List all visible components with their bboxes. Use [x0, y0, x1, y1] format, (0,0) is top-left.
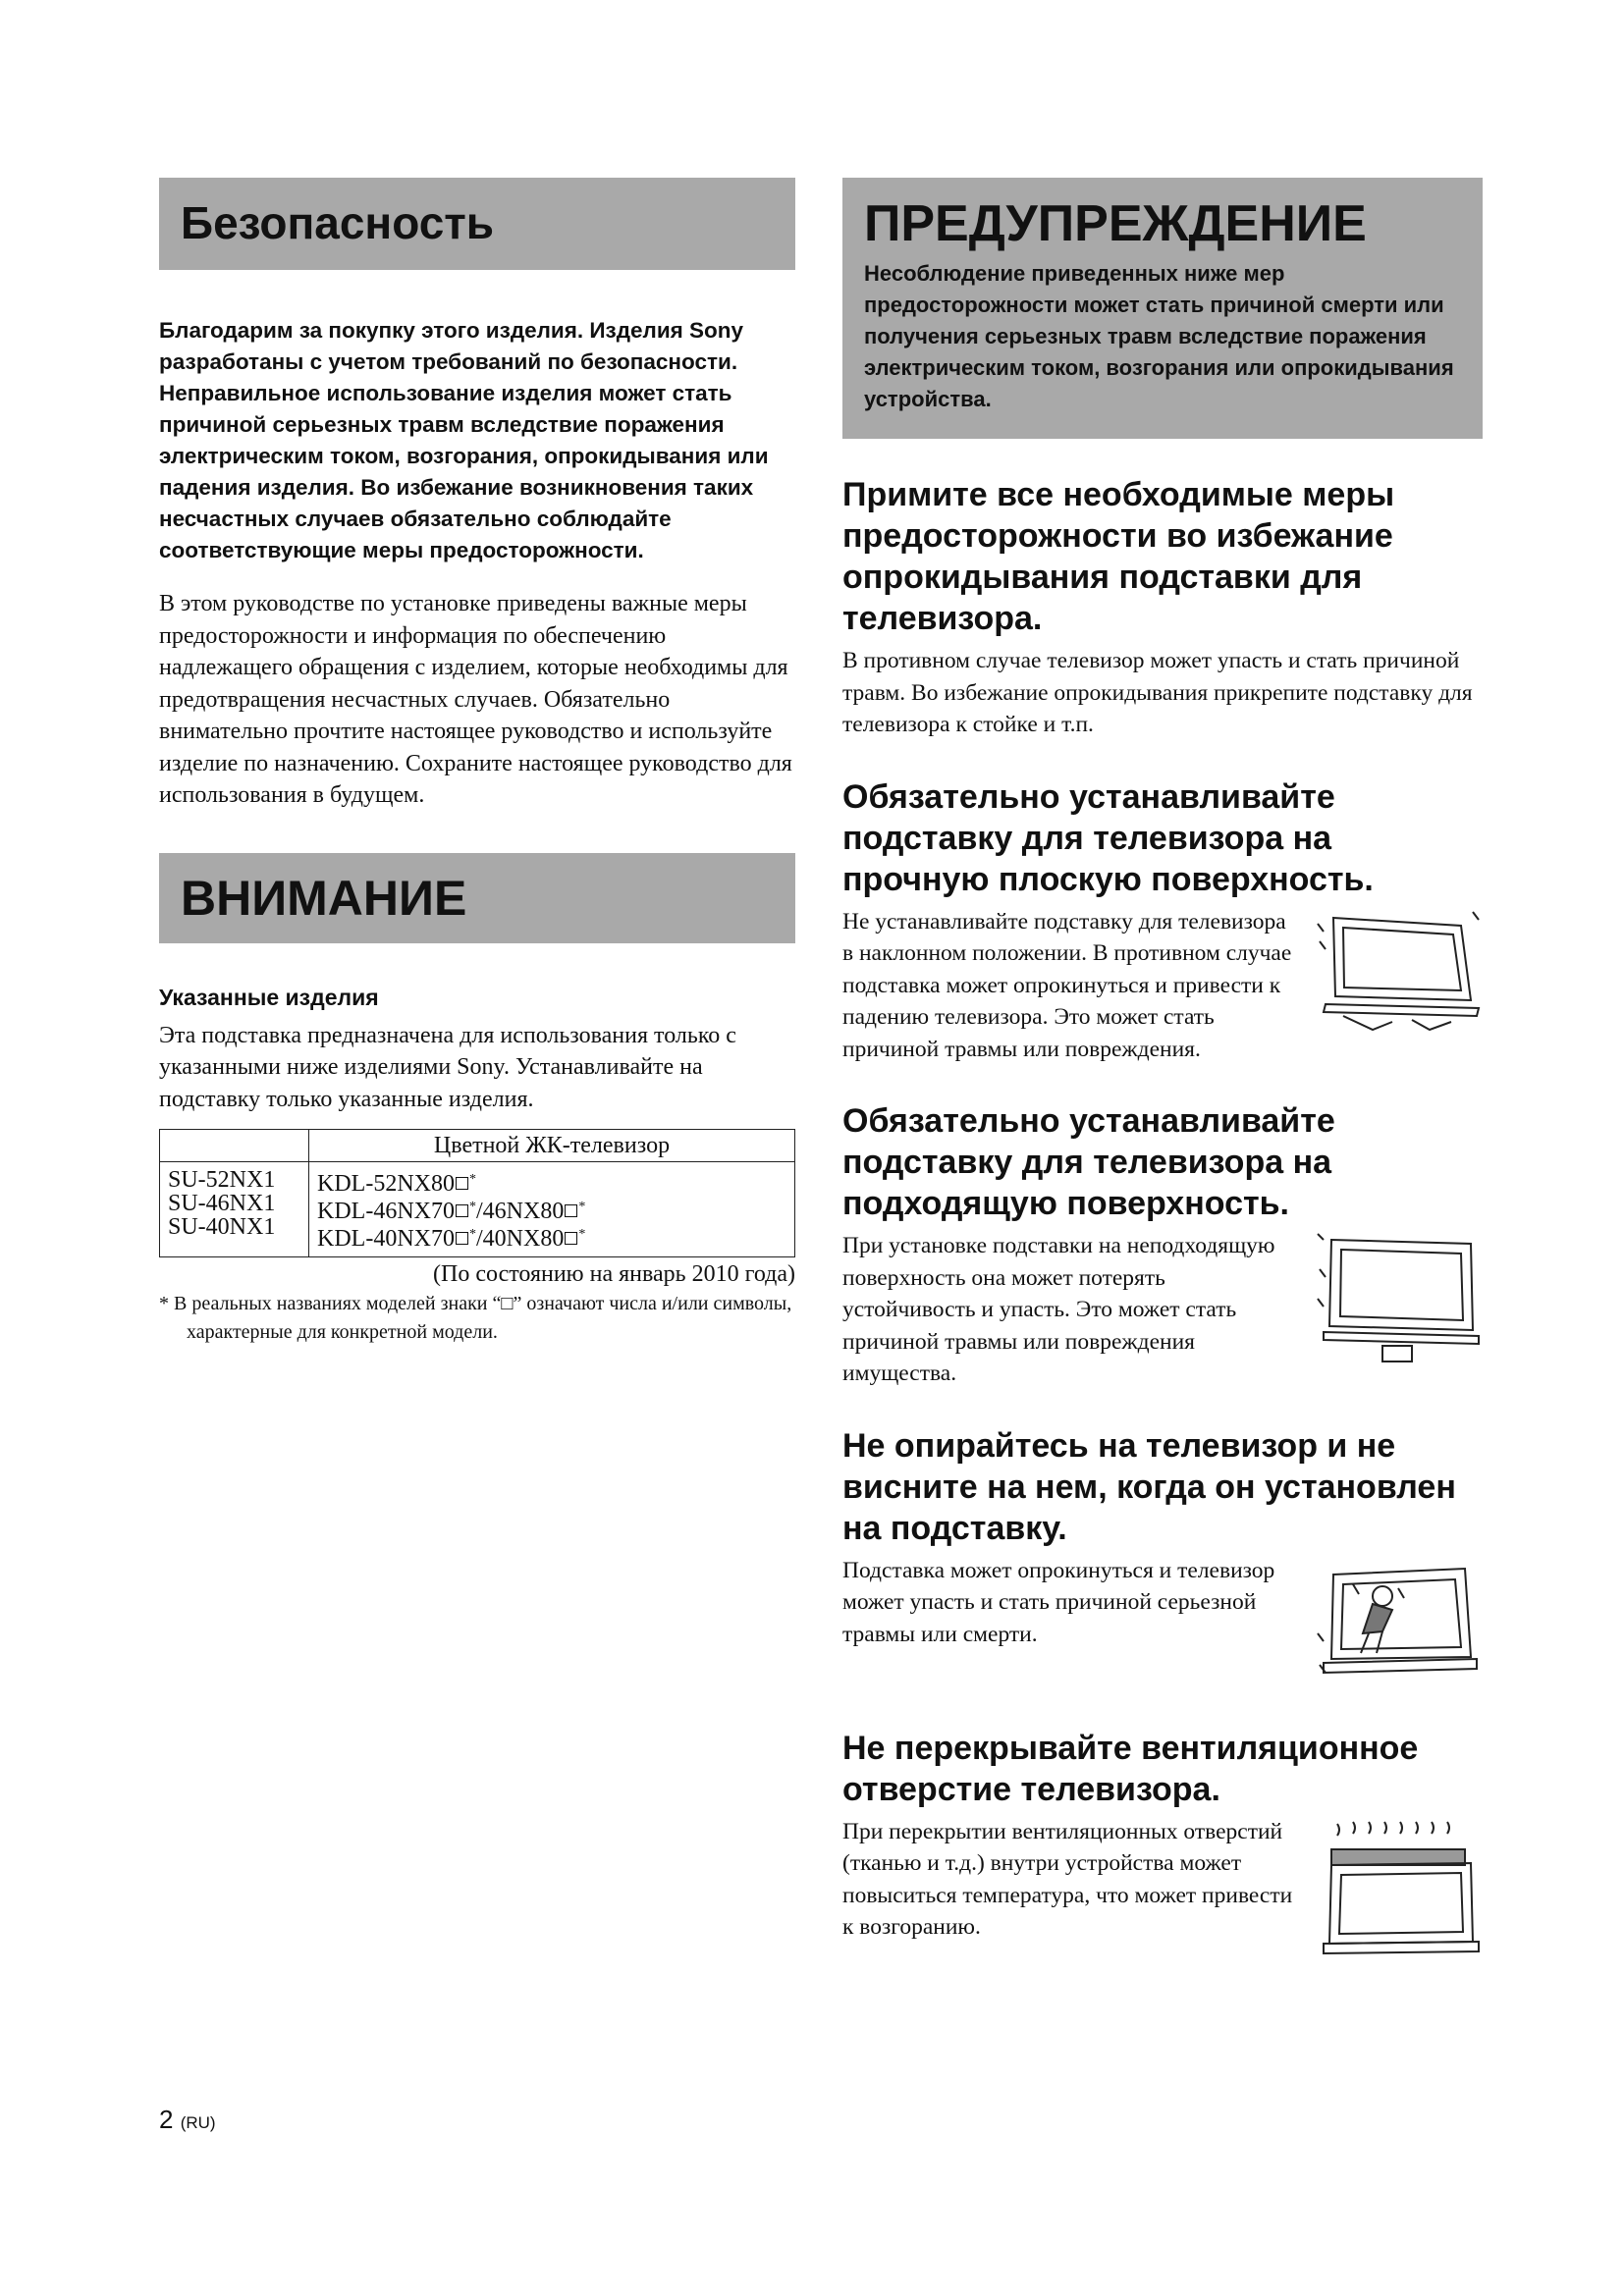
safety-banner — [159, 178, 795, 270]
footnote: * В реальных названиях моделей знаки “□” означают числа и/или символы, характерные для конкретной модели. — [159, 1293, 792, 1343]
safety-title: Безопасность — [181, 197, 495, 248]
stand-model: SU-40NX1 — [168, 1214, 276, 1240]
tv-model: KDL-46NX70 */46NX80 * — [317, 1199, 586, 1224]
tv-model: KDL-52NX80 * — [317, 1171, 476, 1197]
warning-title: ПРЕДУПРЕЖДЕНИЕ — [864, 195, 1367, 252]
intro-bold-text: Благодарим за покупку этого изделия. Изделия Sony разработаны с учетом требований по безопасности. Неправильное использование изделия может стать причиной серьезных травм вследствие поражения электрическим током, возгорания, опрокидывания или падения изделия. Во избежание возникновения таких несчастных случаев обязательно соблюдайте соответствующие меры предосторожности. — [159, 318, 769, 562]
section-text: Не устанавливайте подставку для телевизора в наклонном положении. В противном случае подставка может опрокинуться и привести к падению телевизора. Это может стать причиной травмы или повреждения. — [842, 908, 1292, 1062]
tv-model: KDL-40NX70 */40NX80 * — [317, 1226, 586, 1252]
products-heading: Указанные изделия — [159, 984, 379, 1010]
stand-model: SU-46NX1 — [168, 1191, 276, 1216]
section-heading: Примите все необходимые меры предосторожности во избежание опрокидывания подставки для телевизора. — [842, 476, 1395, 637]
stand-model: SU-52NX1 — [168, 1167, 276, 1193]
unsteady-tv-illustration — [1314, 1230, 1483, 1365]
warning-box — [842, 178, 1483, 439]
section-heading: Не перекрывайте вентиляционное отверстие телевизора. — [842, 1729, 1419, 1808]
section-text: При установке подставки на неподходящую поверхность она может потерять устойчивость и упасть. Это может стать причиной травмы или повреждения имущества. — [842, 1233, 1275, 1386]
table-header-row — [160, 1130, 795, 1162]
warning-text: Несоблюдение приведенных ниже мер предосторожности может стать причиной смерти или получения серьезных травм вследствие поражения электрическим током, возгорания или опрокидывания устройства. — [864, 261, 1454, 411]
page-number: 2 (RU) — [159, 2105, 216, 2134]
leaning-on-tv-illustration — [1314, 1555, 1483, 1692]
section-heading: Обязательно устанавливайте подставку для телевизора на подходящую поверхность. — [842, 1102, 1335, 1222]
section-heading: Обязательно устанавливайте подставку для телевизора на прочную плоскую поверхность. — [842, 777, 1374, 898]
section-text: Подставка может опрокинуться и телевизор может упасть и стать причиной серьезной травмы или смерти. — [842, 1557, 1275, 1647]
products-text: Эта подставка предназначена для использования только с указанными ниже изделиями Sony. Устанавливайте на подставку только указанные изделия. — [159, 1022, 736, 1112]
models-table — [159, 1129, 795, 1257]
stand-models-cell — [160, 1162, 309, 1257]
table-cell-empty — [160, 1130, 309, 1162]
caution-title: ВНИМАНИЕ — [181, 870, 467, 926]
caution-banner — [159, 853, 795, 943]
tilted-tv-illustration — [1314, 906, 1483, 1032]
section-text: В противном случае телевизор может упасть и стать причиной травм. Во избежание опрокидывания прикрепите подставку для телевизора к стойке и т.п. — [842, 648, 1473, 737]
table-row — [160, 1162, 795, 1257]
section-heading: Не опирайтесь на телевизор и не висните на нем, когда он установлен на подставку. — [842, 1426, 1456, 1547]
intro-body-text: В этом руководстве по установке приведены важные меры предосторожности и информация по обеспечению надлежащего обращения с изделием, которые необходимы для предотвращения несчастных случаев. Обязательно внимательно прочтите настоящее руководство и используйте изделие по назначению. Сохраните настоящее руководство для использования в будущем. — [159, 591, 792, 808]
table-header-cell: Цветной ЖК-телевизор — [309, 1130, 795, 1162]
as-of-date: (По состоянию на январь 2010 года) — [433, 1261, 795, 1287]
tv-models-cell — [309, 1162, 795, 1257]
covered-vent-illustration — [1314, 1816, 1483, 1963]
section-text: При перекрытии вентиляционных отверстий (тканью и т.д.) внутри устройства может повыситься температура, что может привести к возгоранию. — [842, 1818, 1293, 1940]
